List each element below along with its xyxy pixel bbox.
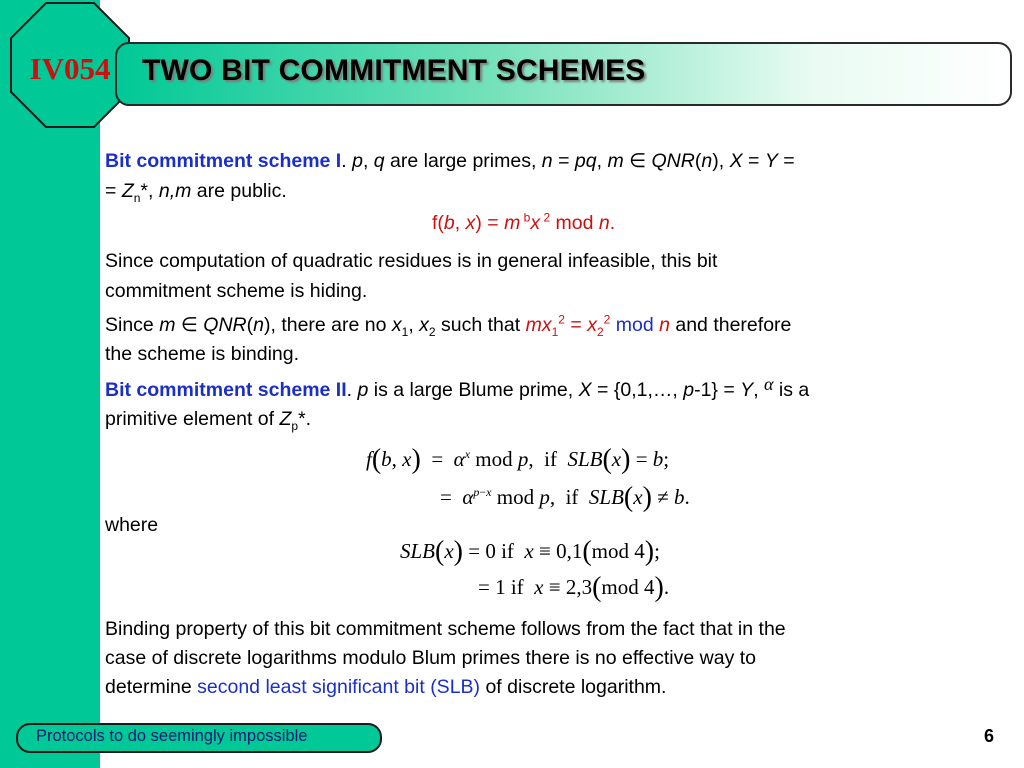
scheme1-heading: Bit commitment scheme I [105, 150, 342, 172]
badge-label: IV054 [29, 51, 111, 86]
scheme1-line2: = $Z_n*$, n,m are public. [105, 180, 287, 205]
slb-formula2: = 1 if x ≡ 2,3(mod 4). [478, 572, 670, 603]
slide-title: TWO BIT COMMITMENT SCHEMES [142, 54, 646, 87]
scheme2-formula2: = $\alpha^{p-x}$ mod p, if SLB(x) ≠ b. [440, 482, 690, 513]
scheme2-formula1: f(b, $x) = \alpha^x$ mod p, if SLB(x) = b; [366, 444, 670, 475]
scheme2-heading: Bit commitment scheme II [105, 379, 347, 401]
conclusion-line2: case of discrete logarithms modulo Blum primes there is no effective way to [105, 647, 757, 669]
hiding-line2: commitment scheme is hiding. [105, 280, 368, 302]
footer-label: Protocols to do seemingly impossible [36, 727, 308, 745]
binding-line1: Since m ∈ QNR(n), there are no $x_1$, $x_2$ such that $mx_1^2 = x_2^2$ mod n and therefore [105, 312, 792, 339]
hiding-line1: Since computation of quadratic residues is in general infeasible, this bit [105, 250, 718, 272]
scheme1-formula: f(b, x) = m $^b$x $^2$ mod n. [432, 210, 616, 234]
scheme2-line1: Bit commitment scheme II. p is a large Blume prime, X = {0,1,…, p-1} = Y, α is a [105, 374, 810, 401]
slb-formula1: SLB(x) = 0 if x ≡ 0,1(mod 4); [400, 536, 660, 567]
page-number: 6 [984, 726, 995, 746]
conclusion-line1: Binding property of this bit commitment scheme follows from the fact that in the [105, 618, 786, 640]
slb-highlight: second least significant bit (SLB) [197, 676, 481, 698]
binding-line2: the scheme is binding. [105, 343, 300, 365]
where-label: where [105, 514, 159, 536]
badge-octagon [10, 2, 130, 128]
conclusion-line3: determine second least significant bit (SLB) of discrete logarithm. [105, 676, 667, 698]
scheme2-line2: primitive element of $Z_p*$. [105, 408, 312, 433]
scheme1-line1: Bit commitment scheme I. p, q are large primes, n = pq, m ∈ QNR(n), X = Y = [105, 150, 795, 172]
